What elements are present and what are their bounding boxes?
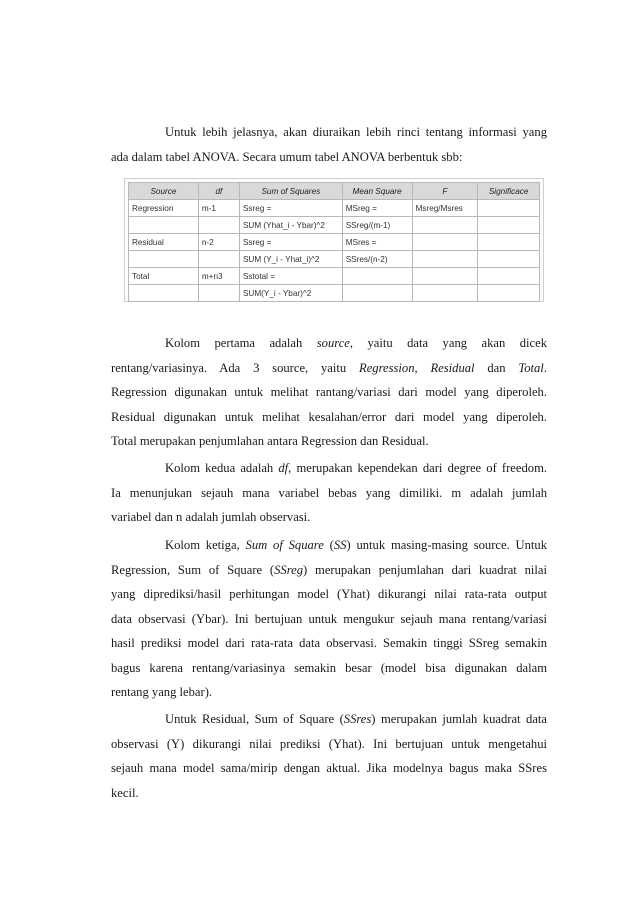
header-significance: Significace: [478, 183, 540, 200]
text-span: Kolom kedua adalah: [165, 461, 274, 475]
table-cell: [342, 268, 412, 285]
anova-table: [128, 182, 540, 302]
text-span: Residual: [430, 360, 475, 375]
text-span: SS: [333, 538, 347, 552]
table-cell: Total: [129, 268, 199, 285]
table-row: [129, 251, 540, 268]
table-cell: [412, 234, 478, 251]
table-cell: m+n3: [198, 268, 239, 285]
paragraph-sum-of-square: [111, 533, 547, 705]
table-cell: [478, 285, 540, 302]
text-line: observasi (Y) dikurangi nilai prediksi (Yhat). Ini bertujuan untuk mengetahui: [111, 736, 547, 751]
table-row: [129, 285, 540, 302]
text-span: ) merupakan jumlah kuadrat data: [371, 712, 547, 726]
table-cell: Msreg/Msres: [412, 200, 478, 217]
table-cell: n-2: [198, 234, 239, 251]
paragraph-residual: [111, 707, 547, 805]
text-span: Total: [518, 360, 544, 375]
table-cell: Sstotal =: [239, 268, 342, 285]
header-source: Source: [129, 183, 199, 200]
table-cell: [478, 234, 540, 251]
table-cell: [478, 200, 540, 217]
text-line: kecil.: [111, 785, 139, 800]
text-line: variabel dan n adalah jumlah observasi.: [111, 510, 311, 524]
header-f: F: [412, 183, 478, 200]
text-span: ) merupakan penjumlahan dari kuadrat nilai: [303, 562, 547, 577]
table-cell: [412, 285, 478, 302]
table-cell: Ssreg =: [239, 200, 342, 217]
header-mean-square: Mean Square: [342, 183, 412, 200]
text-span: ) untuk masing-masing source. Untuk: [346, 538, 547, 552]
text-span: SSres: [343, 712, 372, 726]
header-df: df: [198, 183, 239, 200]
text-line: hasil prediksi model dari rata-rata data observasi. Semakin tinggi SSreg semakin: [111, 636, 547, 650]
table-cell: [198, 251, 239, 268]
text-span: SSreg: [274, 562, 304, 577]
text-line: Regression digunakan untuk melihat rantang/variasi dari model yang diperoleh.: [111, 385, 547, 399]
table-cell: MSreg =: [342, 200, 412, 217]
table-cell: Residual: [129, 234, 199, 251]
table-cell: [129, 251, 199, 268]
table-row: [129, 200, 540, 217]
text-span: Sum of Square: [245, 538, 324, 552]
text-span: , yaitu data yang akan dicek: [349, 336, 547, 350]
table-cell: [342, 285, 412, 302]
text-span: Regression, Sum of Square (: [111, 562, 275, 577]
intro-line-1: Untuk lebih jelasnya, akan diuraikan lebih rinci tentang informasi yang: [165, 125, 547, 139]
text-span: , merupakan kependekan dari degree of freedom.: [288, 461, 548, 475]
text-span: Kolom pertama adalah: [165, 336, 303, 350]
table-cell: Regression: [129, 200, 199, 217]
text-line: Total merupakan penjumlahan antara Regression dan Residual.: [111, 434, 429, 448]
table-cell: MSres =: [342, 234, 412, 251]
table-cell: [478, 268, 540, 285]
text-span: Untuk Residual, Sum of Square (: [165, 712, 344, 726]
text-span: .: [543, 360, 547, 375]
text-span: Kolom ketiga,: [165, 538, 240, 552]
table-cell: [412, 251, 478, 268]
text-line: Residual digunakan untuk melihat kesalahan/error dari model yang diperoleh.: [111, 409, 547, 424]
paragraph-source: [111, 331, 547, 454]
table-cell: SSreg/(m-1): [342, 217, 412, 234]
text-line: sejauh mana model sama/mirip dengan aktual. Jika modelnya bagus maka SSres: [111, 761, 547, 775]
text-span: dan: [487, 360, 506, 375]
table-cell: [129, 217, 199, 234]
table-cell: SUM (Y_i - Yhat_i)^2: [239, 251, 342, 268]
table-cell: Ssreg =: [239, 234, 342, 251]
text-span: ,: [414, 360, 418, 375]
text-span: source: [316, 336, 350, 350]
table-cell: [198, 285, 239, 302]
table-cell: SUM (Yhat_i - Ybar)^2: [239, 217, 342, 234]
table-cell: [412, 268, 478, 285]
text-line: Ia menunjukan sejauh mana variabel bebas yang dimiliki. m adalah jumlah: [111, 485, 547, 500]
header-sum-of-squares: Sum of Squares: [239, 183, 342, 200]
text-span: rentang/variasinya. Ada 3 source, yaitu: [111, 360, 347, 375]
text-span: (: [329, 538, 334, 552]
table-cell: [478, 251, 540, 268]
table-cell: SSres/(n-2): [342, 251, 412, 268]
table-row: [129, 268, 540, 285]
anova-table-image: [124, 178, 544, 302]
table-cell: [412, 217, 478, 234]
text-line: yang diprediksi/hasil perhitungan model (Yhat) dikurangi nilai rata-rata output: [111, 587, 547, 601]
text-line: data observasi (Ybar). Ini bertujuan untuk mengukur sejauh mana rentang/variasi: [111, 611, 547, 626]
table-cell: [478, 217, 540, 234]
text-line: rentang yang lebar).: [111, 685, 213, 699]
text-span: df: [278, 461, 289, 475]
table-cell: [129, 285, 199, 302]
anova-header-row: [129, 183, 540, 200]
table-row: [129, 217, 540, 234]
intro-line-2: ada dalam tabel ANOVA. Secara umum tabel ANOVA berbentuk sbb:: [111, 149, 463, 164]
table-cell: [198, 217, 239, 234]
paragraph-df: [111, 456, 547, 530]
text-span: Regression: [359, 360, 415, 375]
text-line: bagus karena rentang/variasinya semakin besar (model bisa digunakan dalam: [111, 660, 547, 675]
table-row: [129, 234, 540, 251]
table-cell: SUM(Y_i - Ybar)^2: [239, 285, 342, 302]
table-cell: m-1: [198, 200, 239, 217]
intro-paragraph: [111, 120, 547, 169]
